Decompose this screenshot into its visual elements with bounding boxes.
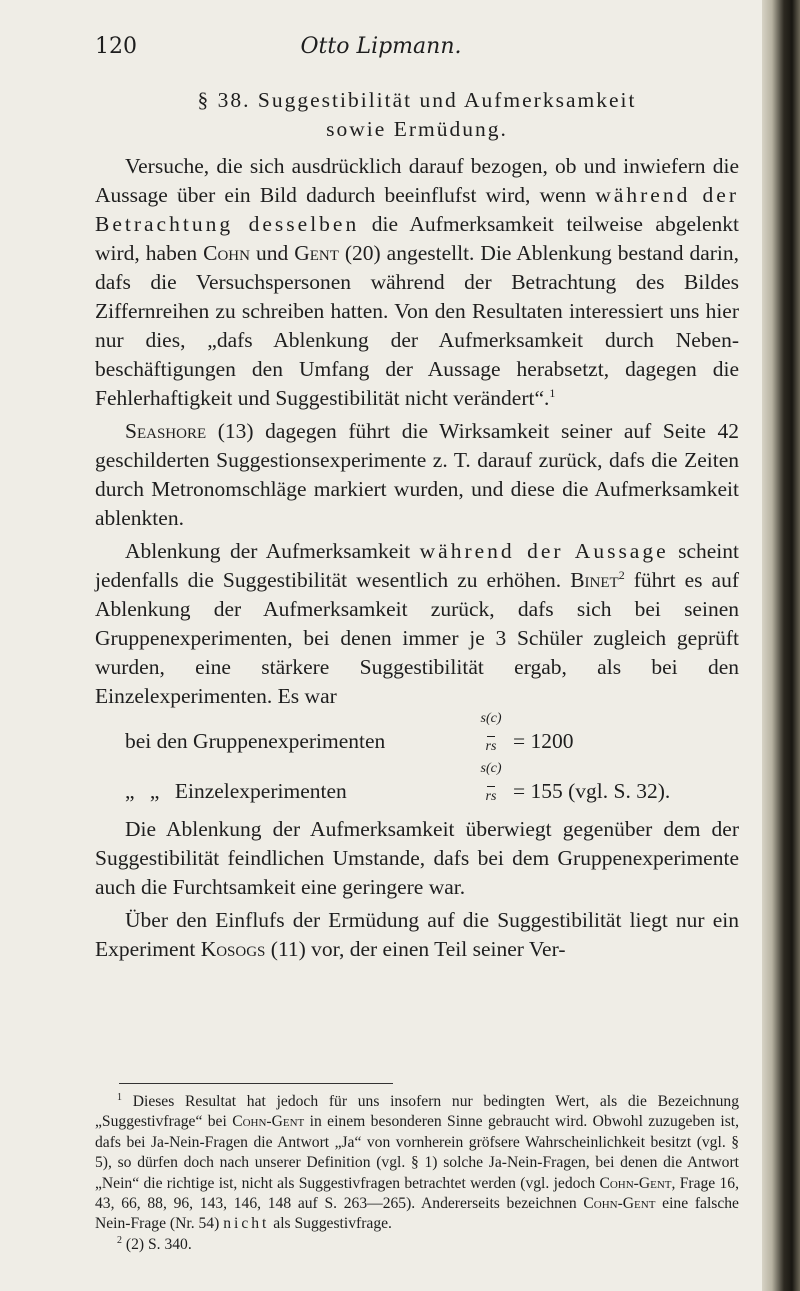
formula-result: = 1200: [513, 729, 574, 753]
footnote-marker-1[interactable]: 1: [549, 385, 556, 400]
author-ref-gent: Gent: [294, 241, 339, 265]
formula-single-experiments: [95, 761, 739, 811]
book-binding-edge: [762, 0, 800, 1291]
page-number: 120: [95, 34, 137, 59]
paragraph-4: Die Ablenkung der Aufmerksamkeit überwiegt gegenüber dem der Suggestibilität feindlichen Umstande, dafs bei dem Gruppenexperimente auch die Furchtsamkeit eine geringere war.: [95, 817, 739, 899]
footnote-2: $^2$ (2) S. 340.: [117, 1234, 192, 1253]
formula-fraction: s(c) rs: [480, 761, 502, 804]
formula-fraction: s(c) rs: [480, 711, 502, 754]
author-ref-cohn: Cohn: [203, 241, 250, 265]
paragraph-1: Versuche, die sich ausdrücklich darauf bezogen, ob und inwiefern die Aussage über ein Bild dadurch beeinflufst wird, wenn während der Betrachtung desselben die Aufmerksamkeit teilweise abgelenkt wird, haben Cohn und Gent (20) angestellt. Die Ablenkung bestand darin, dafs die Versuchspersonen während der Betrachtung des Bildes Ziffernreihen zu schreiben hatten. Von den Resultaten interessiert uns hier nur dies, „dafs Ablenkung der Aufmerksamkeit durch Nebenbeschäftigungen den Umfang der Aussage herabsetzt, dagegen die Fehlerhaftigkeit und Suggestibilität nicht verändert“.$^1$: [95, 154, 740, 410]
paragraph-2: Seashore (13) dagegen führt die Wirksamkeit seiner auf Seite 42 geschilderten Suggestionsexperimente z. T. darauf zurück, dafs die Zeiten durch Metronomschläge markiert wurden, und diese die Aufmerksamkeit ablenkten.: [95, 419, 739, 530]
paragraph-3: Ablenkung der Aufmerksamkeit während der Aussage scheint jedenfalls die Suggestibilität wesentlich zu erhöhen. Binet$^2$ führt es auf Ablenkung der Aufmerksamkeit zurück, dafs sich bei seinen Gruppenexperimenten, bei denen immer je 3 Schüler zugleich geprüft wurden, eine stärkere Suggestibilität ergab, als bei den Einzelexperimenten. Es war: [95, 539, 739, 708]
author-ref-seashore: Seashore: [125, 419, 207, 443]
section-title-line-2: sowie Ermüdung.: [326, 117, 508, 141]
footnote-separator: [119, 1083, 393, 1084]
paragraph-5: Über den Einflufs der Ermüdung auf die Suggestibilität liegt nur ein Experiment Kosogs (11) vor, der einen Teil seiner Ver-: [95, 908, 739, 961]
formula-group-experiments: [95, 711, 739, 761]
spaced-emphasis: während der Betrachtung desselben: [95, 183, 739, 236]
footnote-marker-2[interactable]: 2: [618, 567, 625, 582]
main-text: [95, 86, 739, 964]
author-ref-binet: Binet: [570, 568, 619, 592]
spaced-emphasis: während der Aussage: [419, 539, 669, 563]
running-title: Otto Lipmann.: [300, 34, 462, 59]
author-ref-kosogs: Kosogs: [200, 937, 266, 961]
running-header: [0, 34, 762, 64]
formula-label: „ „ Einzelexperimenten: [125, 779, 347, 803]
formula-label: bei den Gruppenexperimenten: [125, 729, 386, 753]
formula-result: = 155 (vgl. S. 32).: [513, 779, 671, 803]
footnote-1: $^1$ Dieses Resultat hat jedoch für uns insofern nur bedingten Wert, als die Bezeichnung „Suggestivfrage“ bei Cohn-Gent in einem besonderen Sinne gebraucht wird. Obwohl zuzugeben ist, dafs bei Ja-Nein-Fragen die Antwort „Ja“ von vornherein gröfsere Wahrscheinlichkeit besitzt (vgl. § 5), so dürfen doch nach unserer Definition (vgl. § 1) solche Ja-Nein-Fragen, bei denen die Antwort „Nein“ die richtige ist, nicht als Suggestivfragen betrachtet werden (vgl. jedoch Cohn-Gent, Frage 16, 43, 66, 88, 96, 143, 146, 148 auf S. 263—265). Andererseits bezeichnen Cohn-Gent eine falsche Nein-Frage (Nr. 54) nicht als Suggestivfrage.: [95, 1091, 740, 1233]
section-title-line-1: § 38. Suggestibilität und Aufmerksamkeit: [197, 88, 637, 112]
footnotes: [95, 1092, 739, 1255]
